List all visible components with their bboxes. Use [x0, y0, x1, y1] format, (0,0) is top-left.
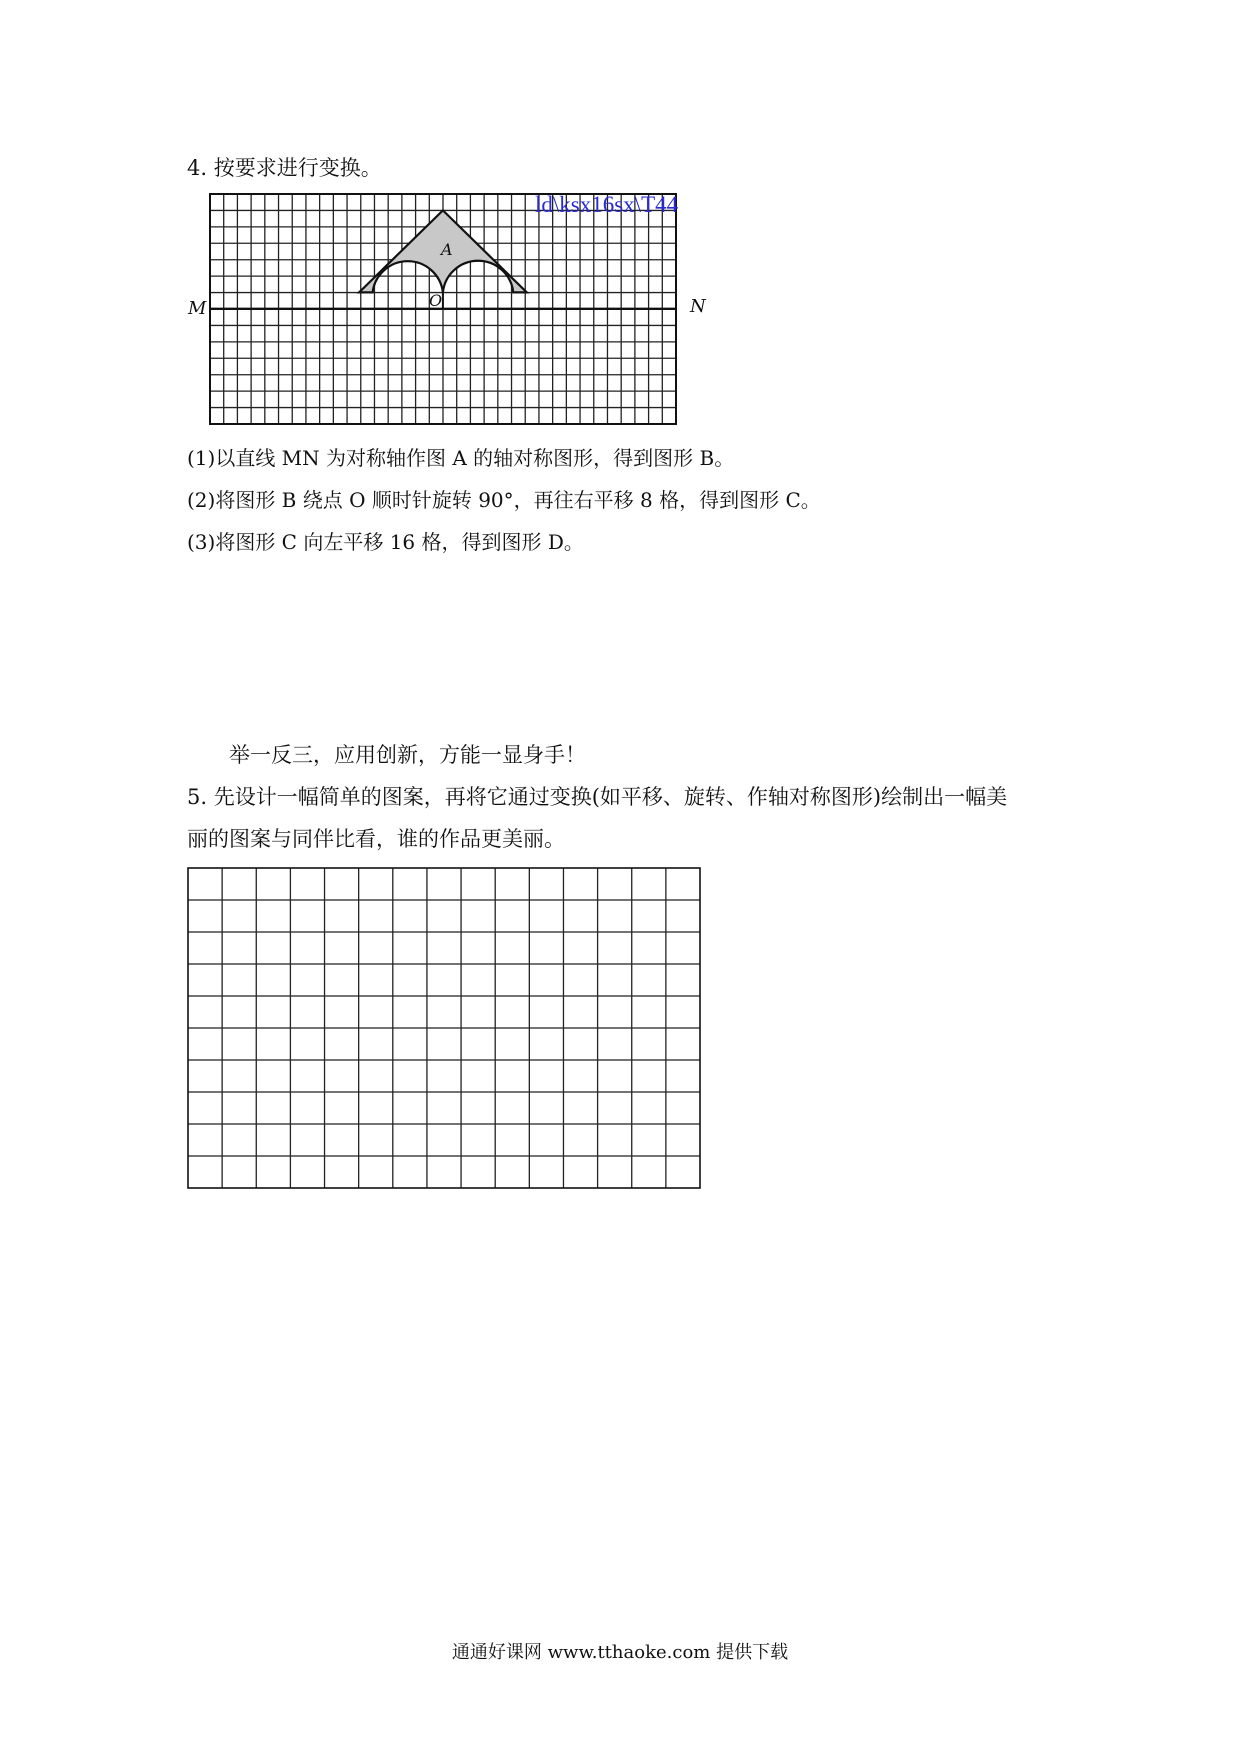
point-o-label: O [429, 291, 443, 310]
blank-design-grid [188, 868, 700, 1188]
watermark-stamp: ld\ksx16sx\T44 [535, 192, 679, 217]
question-5-line-2: 丽的图案与同伴比看，谁的作品更美丽。 [187, 827, 565, 851]
question-4-title: 4. 按要求进行变换。 [187, 156, 382, 180]
point-n-label: N [690, 296, 706, 317]
grid-figure-a [210, 192, 679, 424]
motto-line: 举一反三，应用创新，方能一显身手！ [229, 743, 586, 767]
point-m-label: M [188, 298, 207, 319]
figure-a-label: A [441, 240, 453, 259]
step-1: (1)以直线 MN 为对称轴作图 A 的轴对称图形，得到图形 B。 [187, 446, 735, 470]
question-5-line-1: 5. 先设计一幅简单的图案，再将它通过变换(如平移、旋转、作轴对称图形)绘制出一幅美 [187, 785, 1008, 809]
step-2: (2)将图形 B 绕点 O 顺时针旋转 90°，再往右平移 8 格，得到图形 C。 [187, 488, 821, 512]
step-3: (3)将图形 C 向左平移 16 格，得到图形 D。 [187, 530, 584, 554]
footer-text: 通通好课网 www.tthaoke.com 提供下载 [451, 1642, 789, 1663]
